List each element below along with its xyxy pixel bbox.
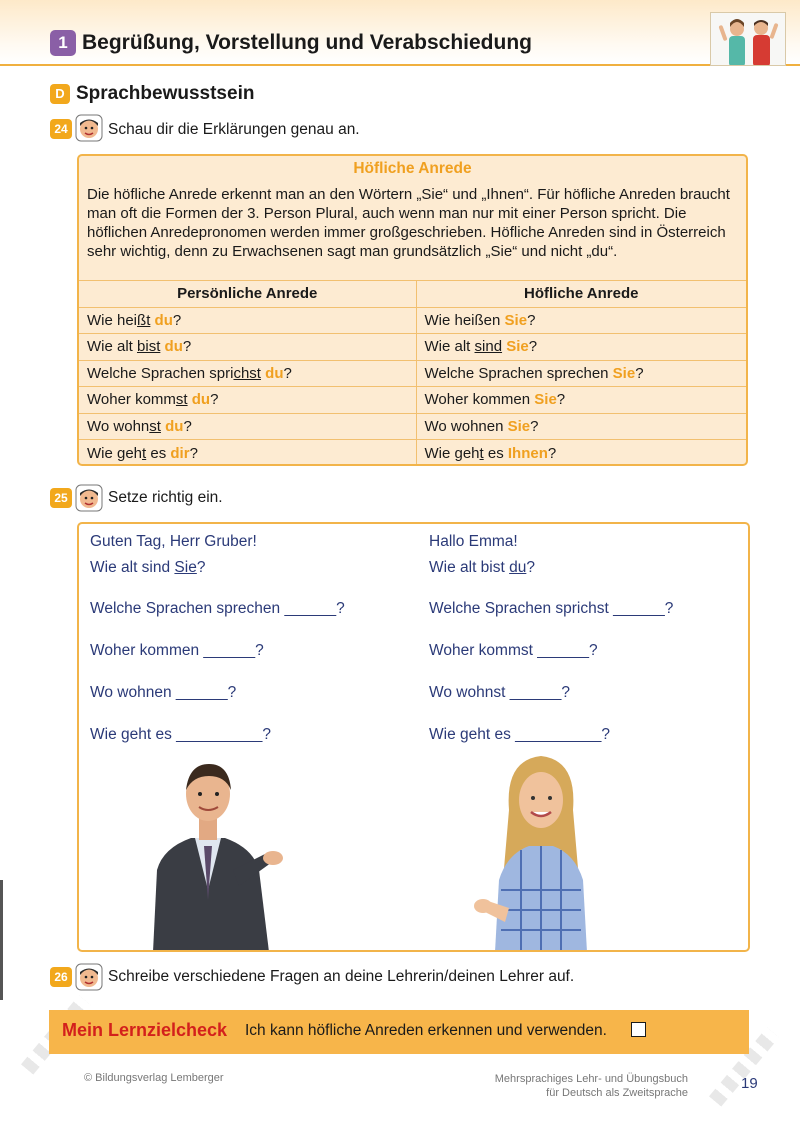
- girl-photo: [471, 750, 611, 952]
- pronoun-highlight: Ihnen: [507, 444, 548, 462]
- left-question-1-answer: Sie: [174, 559, 197, 576]
- right-question-1-answer: du: [509, 559, 527, 576]
- pronoun-highlight: dir: [170, 444, 190, 462]
- book-title-line-1: Mehrsprachiges Lehr- und Übungsbuch: [494, 1073, 688, 1085]
- question-text: Wie heißen: [424, 311, 505, 329]
- polite-form-cell: [416, 360, 746, 387]
- question-text: ?: [210, 391, 219, 409]
- question-text: ?: [182, 338, 192, 356]
- chapter-title: Begrüßung, Vorstellung und Verabschiedung: [82, 31, 532, 54]
- verb-ending: t: [142, 444, 147, 462]
- left-question-1-mark: ?: [196, 559, 206, 576]
- personal-form-cell: [79, 360, 416, 387]
- question-text: ?: [183, 417, 192, 435]
- book-title: [495, 1072, 688, 1100]
- right-question-3[interactable]: Woher kommst ______?: [429, 642, 598, 659]
- verb-ending: bist: [137, 338, 161, 356]
- polite-form-cell: [416, 307, 746, 334]
- right-question-2[interactable]: Welche Sprachen sprichst ______?: [429, 600, 674, 617]
- page-number: 19: [741, 1075, 758, 1092]
- question-text: Wie alt: [87, 338, 138, 356]
- explanation-box: [77, 154, 748, 466]
- pronoun-highlight: Sie: [507, 417, 531, 435]
- question-text: Welche Sprachen spri: [87, 364, 234, 382]
- right-question-1: [429, 559, 535, 577]
- page-edge-mark: [0, 880, 3, 1000]
- verb-ending: st: [149, 417, 161, 435]
- student-face-icon: [75, 114, 103, 142]
- goal-title: Mein Lernzielcheck: [62, 1020, 228, 1040]
- question-text: Wo wohn: [87, 417, 150, 435]
- question-text: Wie alt: [424, 338, 475, 356]
- right-question-1-mark: ?: [526, 559, 535, 576]
- pronoun-highlight: Sie: [534, 391, 557, 409]
- table-header: Höfliche Anrede: [416, 281, 746, 308]
- table-row: [79, 334, 746, 361]
- question-text: ?: [635, 364, 644, 382]
- question-text: ?: [556, 391, 566, 409]
- table-row: [79, 307, 746, 334]
- section-title: Sprachbewusstsein: [76, 83, 255, 104]
- question-text: ?: [189, 444, 198, 462]
- personal-form-cell: [79, 440, 416, 467]
- question-text: es: [483, 444, 508, 462]
- left-question-2[interactable]: Welche Sprachen sprechen ______?: [90, 600, 345, 617]
- right-question-4[interactable]: Wo wohnst ______?: [429, 684, 571, 701]
- personal-form-cell: [79, 413, 416, 440]
- exercise-25-instruction: Setze richtig ein.: [108, 489, 223, 506]
- pronoun-highlight: du: [154, 311, 173, 329]
- pronoun-highlight: du: [164, 338, 183, 356]
- verb-ending: t: [479, 444, 484, 462]
- verb-ending: sind: [474, 338, 503, 356]
- question-text: ?: [527, 311, 536, 329]
- explanation-paragraph: Die höfliche Anrede erkennt man an den Wörtern „Sie“ und „Ihnen“. Für höfliche Anreden braucht man oft die Formen der 3. Person Plural, auch wenn man nur mit einer Person spricht. Die höflichen Anredepronomen werden immer großgeschrieben. Höfliche Anreden sind in Österreich sehr wichtig, denn zu Erwachsenen sagt man grundsätzlich „Sie“ und nicht „du“.: [87, 186, 730, 260]
- learning-goal-bar: [49, 1010, 749, 1054]
- question-text: Woher kommen: [424, 391, 535, 409]
- pronoun-highlight: Sie: [504, 311, 528, 329]
- goal-checkbox[interactable]: [631, 1022, 646, 1037]
- question-text: ?: [172, 311, 182, 329]
- table-header: Persönliche Anrede: [79, 281, 416, 308]
- exercise-26-instruction: Schreibe verschiedene Fragen an deine Lehrerin/deinen Lehrer auf.: [108, 968, 575, 985]
- polite-form-cell: [416, 387, 746, 414]
- personal-form-cell: [79, 334, 416, 361]
- personal-form-cell: [79, 387, 416, 414]
- personal-form-cell: [79, 307, 416, 334]
- exercise-25-number: 25: [50, 488, 72, 508]
- pronoun-highlight: du: [265, 364, 284, 382]
- table-row: [79, 387, 746, 414]
- goal-text: Ich kann höfliche Anreden erkennen und verwenden.: [245, 1022, 607, 1039]
- explanation-title: Höfliche Anrede: [353, 160, 472, 177]
- student-face-icon: [75, 484, 103, 512]
- polite-form-cell: [416, 440, 746, 467]
- exercise-24-number: 24: [50, 119, 72, 139]
- polite-form-cell: [416, 334, 746, 361]
- page-header: [0, 0, 800, 66]
- question-text: ?: [283, 364, 292, 382]
- question-text: Welche Sprachen sprechen: [424, 364, 613, 382]
- address-forms-table: [79, 280, 746, 466]
- pronoun-highlight: Sie: [612, 364, 636, 382]
- question-text: ?: [528, 338, 538, 356]
- copyright-text: © Bildungsverlag Lemberger: [84, 1072, 224, 1084]
- pronoun-highlight: du: [191, 391, 211, 409]
- question-text: ?: [547, 444, 557, 462]
- chapter-number-badge: 1: [50, 30, 76, 56]
- question-text: ?: [530, 417, 539, 435]
- left-greeting: Guten Tag, Herr Gruber!: [90, 533, 257, 550]
- left-question-5[interactable]: Wie geht es __________?: [90, 726, 271, 743]
- left-question-3[interactable]: Woher kommen ______?: [90, 642, 264, 659]
- right-question-1-text: Wie alt bist: [429, 559, 510, 576]
- question-text: es: [146, 444, 171, 462]
- question-text: Wo wohnen: [424, 417, 508, 435]
- pronoun-highlight: Sie: [506, 338, 529, 356]
- left-question-1-text: Wie alt sind: [90, 559, 175, 576]
- student-face-icon: [75, 963, 103, 991]
- verb-ending: ßt: [137, 311, 151, 329]
- section-badge: D: [50, 84, 70, 104]
- verb-ending: st: [175, 391, 188, 409]
- book-title-line-2: für Deutsch als Zweitsprache: [546, 1087, 688, 1099]
- verb-ending: chst: [233, 364, 261, 382]
- question-text: Woher komm: [87, 391, 176, 409]
- exercise-26-number: 26: [50, 967, 72, 987]
- question-text: Wie hei: [87, 311, 138, 329]
- pronoun-highlight: du: [165, 417, 184, 435]
- left-question-4[interactable]: Wo wohnen ______?: [90, 684, 237, 701]
- fill-in-box: [77, 522, 750, 952]
- right-greeting: Hallo Emma!: [429, 533, 518, 550]
- children-photo: [710, 12, 786, 66]
- question-text: Wie geh: [424, 444, 480, 462]
- table-row: [79, 413, 746, 440]
- exercise-24-instruction: Schau dir die Erklärungen genau an.: [108, 121, 360, 138]
- table-row: [79, 440, 746, 467]
- left-question-1: [90, 559, 205, 577]
- polite-form-cell: [416, 413, 746, 440]
- right-question-5[interactable]: Wie geht es __________?: [429, 726, 610, 743]
- businessman-photo: [133, 750, 283, 952]
- question-text: Wie geh: [87, 444, 143, 462]
- table-row: [79, 360, 746, 387]
